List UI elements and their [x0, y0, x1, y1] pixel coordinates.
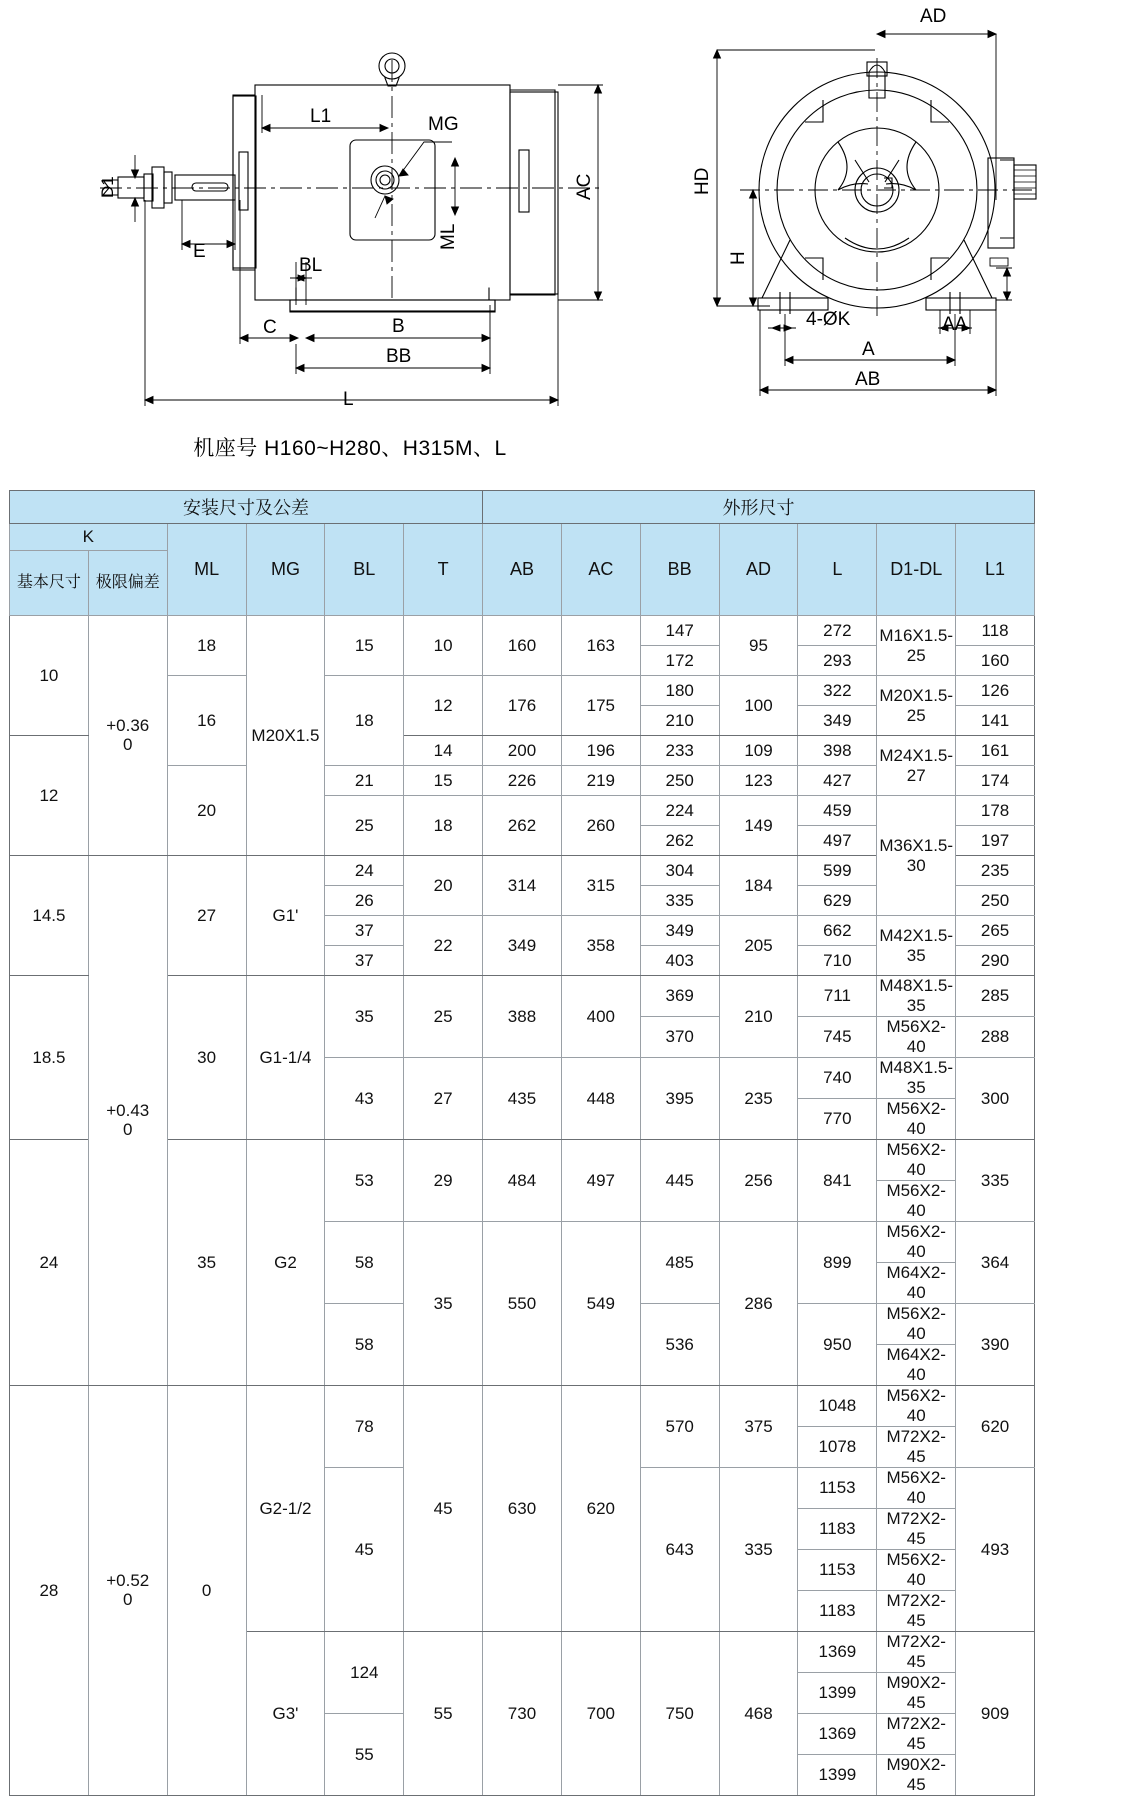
cell-ad: 210 — [719, 976, 798, 1058]
cell-ad: 100 — [719, 676, 798, 736]
cell-l: 1153 — [798, 1550, 877, 1591]
cell-d1dl: M56X2-40 — [877, 1222, 956, 1263]
cell-l: 1369 — [798, 1632, 877, 1673]
cell-bl: 35 — [325, 976, 404, 1058]
cell-l: 662 — [798, 916, 877, 946]
cell-d1dl: M72X2-45 — [877, 1591, 956, 1632]
cell-bl: 58 — [325, 1222, 404, 1304]
cell-d1dl: M56X2-40 — [877, 1550, 956, 1591]
tolerance-lower: 0 — [123, 1119, 133, 1139]
cell-ad: 375 — [719, 1386, 798, 1468]
cell-t: 15 — [404, 766, 483, 796]
cell-ml: 18 — [167, 616, 246, 676]
cell-ab: 349 — [483, 916, 562, 976]
tolerance-lower: 0 — [123, 734, 133, 754]
cell-l1: 909 — [956, 1632, 1035, 1796]
label-BL: BL — [299, 255, 323, 276]
cell-l: 629 — [798, 886, 877, 916]
cell-bl: 37 — [325, 916, 404, 946]
cell-ac: 219 — [561, 766, 640, 796]
cell-l: 770 — [798, 1099, 877, 1140]
label-L: L — [343, 389, 354, 410]
cell-mg: G2-1/2 — [246, 1386, 325, 1632]
table-row — [10, 616, 1035, 646]
cell-ac: 315 — [561, 856, 640, 916]
cell-ac: 175 — [561, 676, 640, 736]
cell-ab: 176 — [483, 676, 562, 736]
cell-d1dl: M64X2-40 — [877, 1263, 956, 1304]
cell-l1: 161 — [956, 736, 1035, 766]
cell-ab: 550 — [483, 1222, 562, 1386]
label-AB: AB — [855, 369, 881, 390]
cell-l: 710 — [798, 946, 877, 976]
cell-l: 745 — [798, 1017, 877, 1058]
cell-ab: 484 — [483, 1140, 562, 1222]
cell-l: 599 — [798, 856, 877, 886]
tolerance-lower: 0 — [123, 1589, 133, 1609]
cell-d1dl: M72X2-45 — [877, 1632, 956, 1673]
cell-l: 497 — [798, 826, 877, 856]
cell-d1dl: M56X2-40 — [877, 1140, 956, 1181]
label-4-phi-K: 4-ØK — [806, 309, 851, 330]
cell-bl: 37 — [325, 946, 404, 976]
cell-ab: 630 — [483, 1386, 562, 1632]
cell-bb: 349 — [640, 916, 719, 946]
cell-d1dl: M56X2-40 — [877, 1304, 956, 1345]
label-D1: D1 — [98, 176, 117, 198]
cell-ml: 0 — [167, 1386, 246, 1796]
cell-bb: 224 — [640, 796, 719, 826]
cell-ac: 260 — [561, 796, 640, 856]
cell-l: 459 — [798, 796, 877, 826]
table-body — [10, 616, 1035, 1796]
cell-l: 1183 — [798, 1591, 877, 1632]
cell-l1: 335 — [956, 1140, 1035, 1222]
cell-t: 20 — [404, 856, 483, 916]
cell-ab: 730 — [483, 1632, 562, 1796]
cell-bb: 403 — [640, 946, 719, 976]
label-E: E — [193, 241, 206, 262]
table-head — [10, 491, 1035, 616]
cell-ab: 388 — [483, 976, 562, 1058]
cell-l1: 285 — [956, 976, 1035, 1017]
cell-l1: 364 — [956, 1222, 1035, 1304]
col-header-mg: MG — [246, 524, 325, 616]
cell-bl: 26 — [325, 886, 404, 916]
label-AA: AA — [942, 314, 968, 335]
cell-d1dl: M24X1.5-27 — [877, 736, 956, 796]
cell-l: 1369 — [798, 1714, 877, 1755]
cell-l: 841 — [798, 1140, 877, 1222]
cell-l1: 250 — [956, 886, 1035, 916]
cell-mg: G2 — [246, 1140, 325, 1386]
cell-l: 349 — [798, 706, 877, 736]
cell-bl: 25 — [325, 796, 404, 856]
col-header-l: L — [798, 524, 877, 616]
cell-d1dl: M56X2-40 — [877, 1017, 956, 1058]
cell-mg: G3' — [246, 1632, 325, 1796]
label-ML: ML — [438, 223, 459, 250]
k-group-label: K — [10, 524, 168, 551]
cell-ad: 256 — [719, 1140, 798, 1222]
cell-t: 55 — [404, 1632, 483, 1796]
cell-bb: 180 — [640, 676, 719, 706]
cell-bl: 15 — [325, 616, 404, 676]
label-L1: L1 — [310, 106, 332, 127]
cell-d1dl: M72X2-45 — [877, 1509, 956, 1550]
cell-ac: 400 — [561, 976, 640, 1058]
cell-bb: 335 — [640, 886, 719, 916]
cell-ac: 448 — [561, 1058, 640, 1140]
cell-bb: 369 — [640, 976, 719, 1017]
cell-l: 1078 — [798, 1427, 877, 1468]
cell-d1dl: M72X2-45 — [877, 1427, 956, 1468]
cell-ad: 205 — [719, 916, 798, 976]
cell-k-basic: 12 — [10, 736, 89, 856]
cell-t: 25 — [404, 976, 483, 1058]
cell-k-tolerance — [88, 616, 167, 856]
cell-bb: 147 — [640, 616, 719, 646]
tolerance-upper: +0.36 — [106, 715, 150, 735]
cell-ad: 286 — [719, 1222, 798, 1386]
cell-d1dl: M20X1.5-25 — [877, 676, 956, 736]
cell-ad: 184 — [719, 856, 798, 916]
cell-bb: 370 — [640, 1017, 719, 1058]
drawing-caption: 机座号 H160~H280、H315M、L — [193, 437, 507, 460]
cell-l1: 300 — [956, 1058, 1035, 1140]
label-MG: MG — [428, 114, 459, 135]
label-C: C — [263, 317, 277, 338]
cell-ad: 235 — [719, 1058, 798, 1140]
cell-l: 1399 — [798, 1673, 877, 1714]
cell-l: 1048 — [798, 1386, 877, 1427]
cell-bl: 43 — [325, 1058, 404, 1140]
cell-l1: 265 — [956, 916, 1035, 946]
cell-l1: 160 — [956, 646, 1035, 676]
col-header-k-basic — [10, 551, 89, 616]
cell-t: 29 — [404, 1140, 483, 1222]
col-header-ad: AD — [719, 524, 798, 616]
cell-d1dl: M64X2-40 — [877, 1345, 956, 1386]
k-subgroup-row — [10, 524, 1035, 551]
col-header-k-basic-text: 基本尺寸 — [16, 574, 81, 592]
cell-d1dl: M36X1.5-30 — [877, 796, 956, 916]
cell-k-tolerance — [88, 856, 167, 1386]
cell-l: 398 — [798, 736, 877, 766]
cell-t: 12 — [404, 676, 483, 736]
label-BB: BB — [386, 346, 412, 367]
cell-d1dl: M72X2-45 — [877, 1714, 956, 1755]
cell-ac: 549 — [561, 1222, 640, 1386]
cell-ab: 262 — [483, 796, 562, 856]
cell-ab: 226 — [483, 766, 562, 796]
cell-k-basic: 10 — [10, 616, 89, 736]
cell-ac: 163 — [561, 616, 640, 676]
col-header-ab: AB — [483, 524, 562, 616]
label-HD: HD — [692, 167, 713, 195]
cell-t: 10 — [404, 616, 483, 676]
cell-ad: 335 — [719, 1468, 798, 1632]
cell-mg: G1' — [246, 856, 325, 976]
group-header-row — [10, 491, 1035, 524]
col-header-l1: L1 — [956, 524, 1035, 616]
cell-bb: 304 — [640, 856, 719, 886]
cell-ad: 95 — [719, 616, 798, 676]
cell-k-basic: 28 — [10, 1386, 89, 1796]
label-A: A — [862, 339, 875, 360]
cell-bl: 55 — [325, 1714, 404, 1796]
cell-bl: 45 — [325, 1468, 404, 1632]
cell-l: 1399 — [798, 1755, 877, 1796]
cell-bl: 58 — [325, 1304, 404, 1386]
technical-drawing — [0, 0, 1144, 490]
cell-l: 1183 — [798, 1509, 877, 1550]
cell-d1dl: M56X2-40 — [877, 1099, 956, 1140]
cell-l: 293 — [798, 646, 877, 676]
col-header-ml: ML — [167, 524, 246, 616]
cell-ad: 149 — [719, 796, 798, 856]
col-header-bl: BL — [325, 524, 404, 616]
cell-mg: M20X1.5 — [246, 616, 325, 856]
cell-bb: 262 — [640, 826, 719, 856]
cell-bl: 124 — [325, 1632, 404, 1714]
cell-t: 27 — [404, 1058, 483, 1140]
cell-l: 1153 — [798, 1468, 877, 1509]
cell-d1dl: M56X2-40 — [877, 1181, 956, 1222]
cell-ml: 27 — [167, 856, 246, 976]
cell-bb: 570 — [640, 1386, 719, 1468]
cell-ml: 20 — [167, 766, 246, 856]
cell-d1dl: M56X2-40 — [877, 1468, 956, 1509]
cell-l: 950 — [798, 1304, 877, 1386]
col-header-t: T — [404, 524, 483, 616]
cell-d1dl: M90X2-45 — [877, 1755, 956, 1796]
cell-bb: 172 — [640, 646, 719, 676]
cell-bl: 18 — [325, 676, 404, 766]
drawing-svg — [0, 0, 1144, 490]
cell-l1: 126 — [956, 676, 1035, 706]
col-header-bb: BB — [640, 524, 719, 616]
cell-ac: 358 — [561, 916, 640, 976]
cell-l: 427 — [798, 766, 877, 796]
cell-l1: 235 — [956, 856, 1035, 886]
tolerance-upper: +0.43 — [106, 1100, 150, 1120]
cell-l1: 178 — [956, 796, 1035, 826]
cell-k-basic: 18.5 — [10, 976, 89, 1140]
tolerance-upper: +0.52 — [106, 1570, 150, 1590]
col-header-d1dl: D1-DL — [877, 524, 956, 616]
cell-t: 35 — [404, 1222, 483, 1386]
cell-t: 45 — [404, 1386, 483, 1632]
cell-d1dl: M16X1.5-25 — [877, 616, 956, 676]
cell-bb: 643 — [640, 1468, 719, 1632]
cell-l1: 290 — [956, 946, 1035, 976]
cell-k-basic: 24 — [10, 1140, 89, 1386]
cell-bl: 53 — [325, 1140, 404, 1222]
cell-bb: 233 — [640, 736, 719, 766]
cell-ab: 314 — [483, 856, 562, 916]
cell-bb: 536 — [640, 1304, 719, 1386]
cell-ab: 200 — [483, 736, 562, 766]
cell-t: 14 — [404, 736, 483, 766]
cell-bb: 750 — [640, 1632, 719, 1796]
cell-l1: 493 — [956, 1468, 1035, 1632]
cell-d1dl: M48X1.5-35 — [877, 976, 956, 1017]
label-B: B — [392, 316, 405, 337]
cell-l: 322 — [798, 676, 877, 706]
col-header-ac: AC — [561, 524, 640, 616]
cell-ml: 35 — [167, 1140, 246, 1386]
cell-ad: 123 — [719, 766, 798, 796]
cell-bl: 24 — [325, 856, 404, 886]
cell-d1dl: M48X1.5-35 — [877, 1058, 956, 1099]
cell-ab: 160 — [483, 616, 562, 676]
cell-bb: 250 — [640, 766, 719, 796]
cell-l1: 620 — [956, 1386, 1035, 1468]
cell-bl: 21 — [325, 766, 404, 796]
group-overall-dims: 外形尺寸 — [483, 491, 1035, 524]
cell-ml: 30 — [167, 976, 246, 1140]
dimensions-table — [9, 490, 1035, 1796]
cell-t: 18 — [404, 796, 483, 856]
cell-l1: 174 — [956, 766, 1035, 796]
cell-t: 22 — [404, 916, 483, 976]
cell-l1: 118 — [956, 616, 1035, 646]
cell-l: 711 — [798, 976, 877, 1017]
cell-ad: 109 — [719, 736, 798, 766]
cell-ac: 700 — [561, 1632, 640, 1796]
cell-l1: 288 — [956, 1017, 1035, 1058]
label-AD: AD — [920, 6, 947, 27]
label-H: H — [728, 251, 749, 265]
group-install-dims: 安装尺寸及公差 — [10, 491, 483, 524]
cell-d1dl: M42X1.5-35 — [877, 916, 956, 976]
cell-ad: 468 — [719, 1632, 798, 1796]
cell-k-basic: 14.5 — [10, 856, 89, 976]
cell-d1dl: M90X2-45 — [877, 1673, 956, 1714]
label-AC: AC — [574, 173, 595, 200]
cell-l1: 197 — [956, 826, 1035, 856]
cell-l: 272 — [798, 616, 877, 646]
cell-k-tolerance — [88, 1386, 167, 1796]
cell-mg: G1-1/4 — [246, 976, 325, 1140]
cell-bb: 210 — [640, 706, 719, 736]
col-header-k-tol-text: 极限偏差 — [95, 574, 160, 592]
cell-l1: 390 — [956, 1304, 1035, 1386]
cell-ac: 497 — [561, 1140, 640, 1222]
cell-ml: 16 — [167, 676, 246, 766]
cell-l: 740 — [798, 1058, 877, 1099]
cell-ab: 435 — [483, 1058, 562, 1140]
cell-bl: 78 — [325, 1386, 404, 1468]
table-row — [10, 1386, 1035, 1427]
cell-bb: 395 — [640, 1058, 719, 1140]
cell-ac: 620 — [561, 1386, 640, 1632]
cell-d1dl: M56X2-40 — [877, 1386, 956, 1427]
cell-l1: 141 — [956, 706, 1035, 736]
cell-bb: 485 — [640, 1222, 719, 1304]
cell-ac: 196 — [561, 736, 640, 766]
col-header-k-tol — [88, 551, 167, 616]
cell-bb: 445 — [640, 1140, 719, 1222]
cell-l: 899 — [798, 1222, 877, 1304]
